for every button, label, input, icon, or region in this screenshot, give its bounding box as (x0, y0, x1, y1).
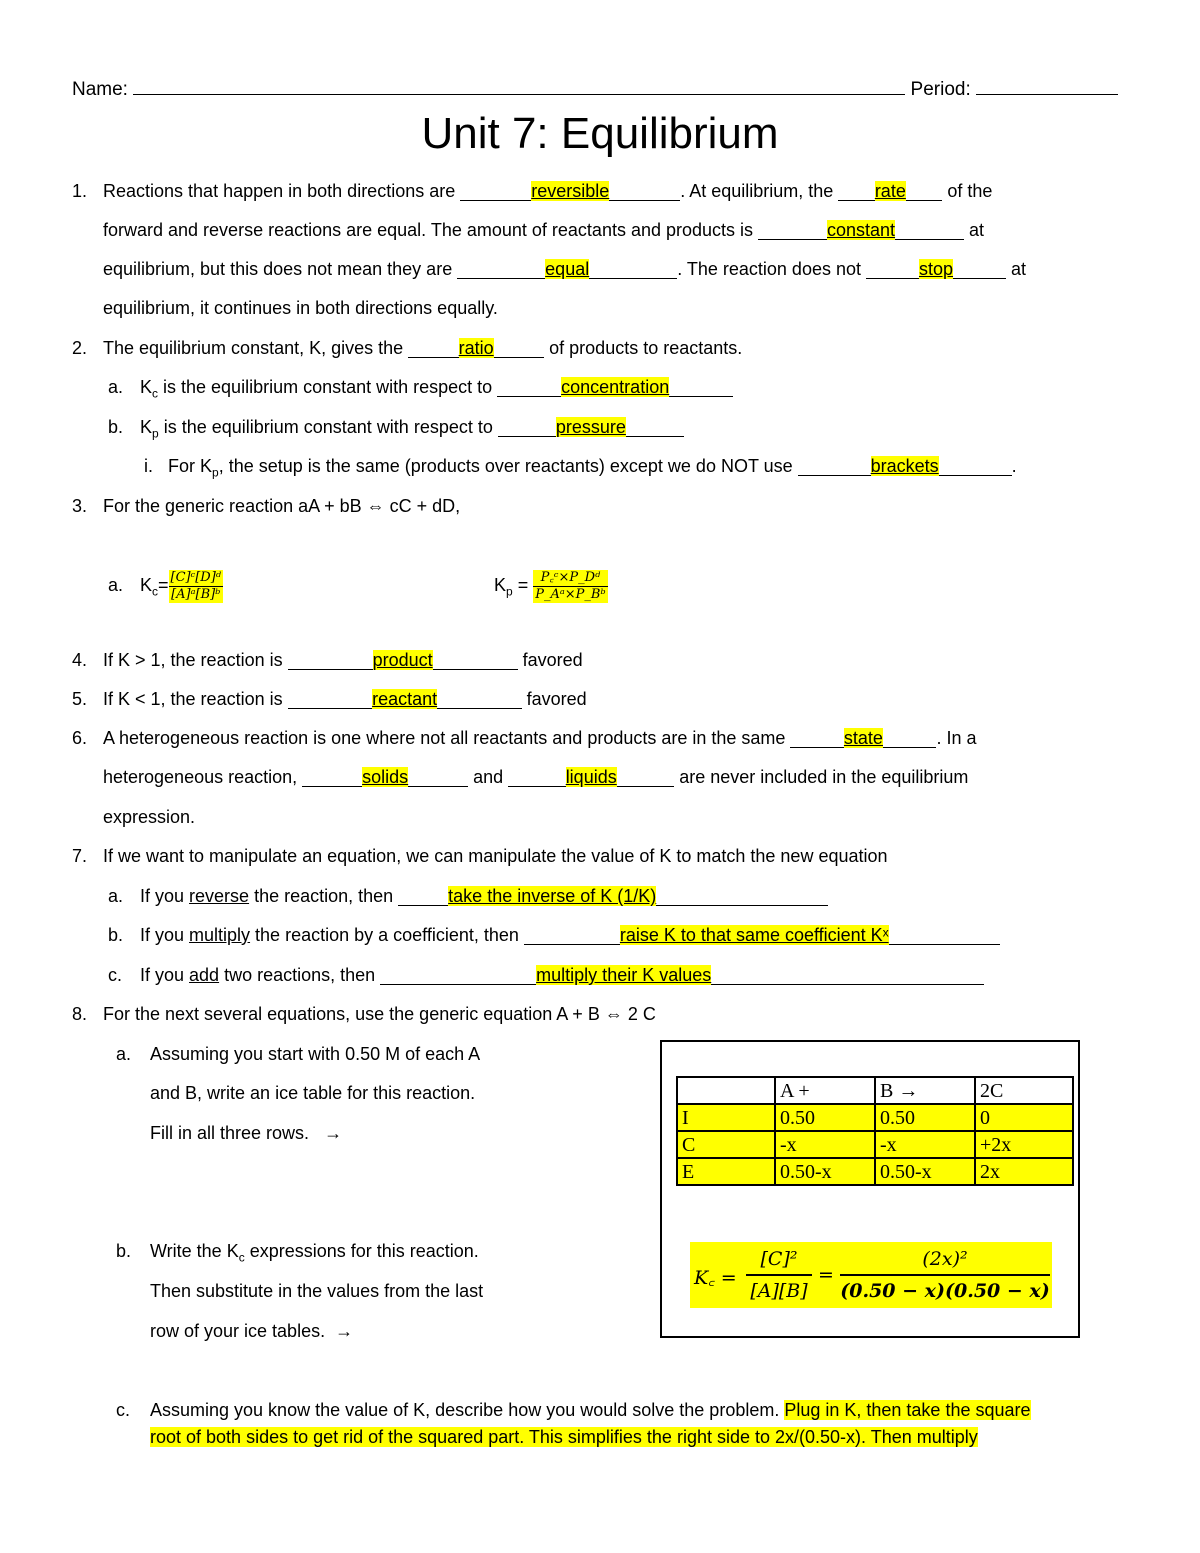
q8-line: For the next several equations, use the generic equation A + B ⇔ 2 C (103, 1004, 656, 1024)
q3-line: For the generic reaction aA + bB ⇔ cC + dD, (103, 496, 461, 516)
q7b-line: If you multiply the reaction by a coefficient, then raise K to that same coefficient Kˣ (140, 924, 1000, 946)
q3a-label: a. (108, 575, 124, 595)
name-field[interactable] (133, 74, 905, 95)
q5-line: If K < 1, the reaction is reactant favored (103, 689, 587, 709)
q1-line-1: Reactions that happen in both directions are reversible . At equilibrium, the rate of the (103, 181, 993, 201)
q8b-label: b. (116, 1241, 132, 1261)
kc-fraction-1: [C]² [A][B] (746, 1244, 812, 1306)
q6-blank-solids: solids (302, 766, 468, 787)
q1-line-3: equilibrium, but this does not mean they are equal . The reaction does not stop at (103, 259, 1027, 279)
q7c-blank: multiply their K values (380, 964, 984, 985)
ice-row-equilibrium (677, 1158, 1073, 1185)
q1-blank-stop: stop (866, 258, 1006, 279)
q4-line: If K > 1, the reaction is product favored (103, 650, 583, 670)
q2b-line: $K_p$ is the equilibrium constant with respect to pressure (140, 416, 684, 445)
q7a-line: If you reverse the reaction, then take the inverse of K (1/K) (140, 885, 828, 907)
ice-row-change (677, 1131, 1073, 1158)
q5-number: 5. (72, 689, 88, 709)
kc-equals: = (818, 1264, 834, 1286)
q1-line-4: equilibrium, it continues in both directions equally. (103, 298, 498, 318)
ice-cell: 0.50 (775, 1104, 875, 1131)
ice-cell: 0 (975, 1104, 1073, 1131)
right-arrow-icon: → (324, 1123, 343, 1143)
q6-line-2: heterogeneous reaction, solids and liquids are never included in the equilibrium (103, 767, 969, 787)
ice-cell: 0.50-x (875, 1158, 975, 1185)
q1-blank-equal: equal (457, 258, 677, 279)
ice-cell: I (677, 1104, 775, 1131)
header-row (72, 74, 1122, 101)
name-label: Name: (72, 79, 128, 100)
q4-blank-product: product (288, 649, 518, 670)
q5-blank-reactant: reactant (288, 688, 522, 709)
ice-row-initial (677, 1104, 1073, 1131)
q6-number: 6. (72, 728, 88, 748)
ice-cell: +2x (975, 1131, 1073, 1158)
q8a-line-2: and B, write an ice table for this reaction. (150, 1083, 476, 1103)
q8a-line-3: Fill in all three rows. → (150, 1123, 343, 1143)
q7-number: 7. (72, 846, 88, 866)
ice-header-cell: B → (875, 1077, 975, 1104)
ice-cell: C (677, 1131, 775, 1158)
q8-number: 8. (72, 1004, 88, 1024)
q3a-kp-formula: $K_p$ = $\frac{\text{P꜀ᶜ×P\_Dᵈ}}{\text{P\_Aᵃ×P\_Bᵇ}}$ (494, 569, 606, 602)
q2bi-blank-brackets: brackets (798, 455, 1012, 476)
q7b-blank: raise K to that same coefficient Kˣ (524, 924, 1000, 945)
q2b-blank-pressure: pressure (498, 416, 684, 437)
period-label: Period: (910, 79, 971, 100)
ice-header-cell: A + (775, 1077, 875, 1104)
q2a-line: $K_c$ is the equilibrium constant with respect to concentration (140, 376, 733, 405)
ice-cell: -x (875, 1131, 975, 1158)
q2bi-label: i. (144, 456, 153, 476)
ice-cell: 0.50-x (775, 1158, 875, 1185)
ice-header-row (677, 1077, 1073, 1104)
q8b-line-3: row of your ice tables. → (150, 1321, 354, 1341)
ice-cell: 2x (975, 1158, 1073, 1185)
q2-blank-ratio: ratio (408, 337, 544, 358)
q6-line-1: A heterogeneous reaction is one where not all reactants and products are in the same state . In a (103, 728, 977, 748)
q6-line-3: expression. (103, 807, 196, 827)
q7b-label: b. (108, 925, 124, 945)
q8a-line-1: Assuming you start with 0.50 M of each A (150, 1044, 481, 1064)
q7a-label: a. (108, 886, 124, 906)
q8c-line-2: root of both sides to get rid of the squared part. This simplifies the right side to 2x/(0.50-x). Then multiply (150, 1427, 978, 1447)
ice-cell: -x (775, 1131, 875, 1158)
kc-expression (690, 1242, 1052, 1308)
q8a-label: a. (116, 1044, 132, 1064)
answer-box (660, 1040, 1080, 1338)
ice-header-cell (677, 1077, 775, 1104)
q2bi-line: For $K_p$, the setup is the same (products over reactants) except we do NOT use brackets . (168, 456, 1017, 480)
q2a-label: a. (108, 377, 124, 397)
period-field[interactable] (976, 74, 1118, 95)
q7-line: If we want to manipulate an equation, we can manipulate the value of K to match the new equation (103, 846, 888, 866)
kc-fraction-2: (2x)² (0.50 − x)(0.50 − x) (840, 1244, 1050, 1306)
q2-line: The equilibrium constant, K, gives the ratio of products to reactants. (103, 338, 743, 358)
ice-cell: E (677, 1158, 775, 1185)
q7a-blank: take the inverse of K (1/K) (398, 885, 828, 906)
q2a-blank-concentration: concentration (497, 376, 733, 397)
q1-blank-reversible: reversible (460, 180, 680, 201)
q7c-label: c. (108, 965, 123, 985)
ice-header-cell: 2C (975, 1077, 1073, 1104)
right-arrow-icon: → (335, 1321, 354, 1341)
q8b-line-1: Write the $K_c$ expressions for this reaction. (150, 1241, 479, 1265)
q4-number: 4. (72, 650, 88, 670)
q1-line-2: forward and reverse reactions are equal. The amount of reactants and products is constant at (103, 220, 985, 240)
ice-table (676, 1076, 1074, 1186)
q8c-line-1: Assuming you know the value of K, describe how you would solve the problem. Plug in K, then take the square (150, 1400, 1031, 1420)
q7c-line: If you add two reactions, then multiply their K values (140, 964, 984, 986)
page-title: Unit 7: Equilibrium (421, 109, 779, 158)
q1-number: 1. (72, 181, 88, 201)
q6-blank-liquids: liquids (508, 766, 674, 787)
q1-blank-rate: rate (838, 180, 942, 201)
kp-fraction: $\frac{\text{P꜀ᶜ×P\_Dᵈ}}{\text{P\_Aᵃ×P\_Bᵇ}}$ (535, 569, 606, 602)
q2b-label: b. (108, 417, 124, 437)
q1-blank-constant: constant (758, 219, 964, 240)
q8c-label: c. (116, 1400, 131, 1420)
q2-number: 2. (72, 338, 88, 358)
kc-lhs: K꜀ = (694, 1267, 737, 1289)
kc-fraction: $\frac{\text{[C]ᶜ[D]ᵈ}}{\text{[A]ᵃ[B]ᵇ}}$ (170, 569, 221, 602)
q3-number: 3. (72, 496, 88, 516)
ice-cell: 0.50 (875, 1104, 975, 1131)
q6-blank-state: state (790, 727, 936, 748)
q3a-kc-formula: $K_c=$ $\frac{\text{[C]ᶜ[D]ᵈ}}{\text{[A]ᵃ[B]ᵇ}}$ (140, 569, 221, 602)
q8b-line-2: Then substitute in the values from the last (150, 1281, 484, 1301)
